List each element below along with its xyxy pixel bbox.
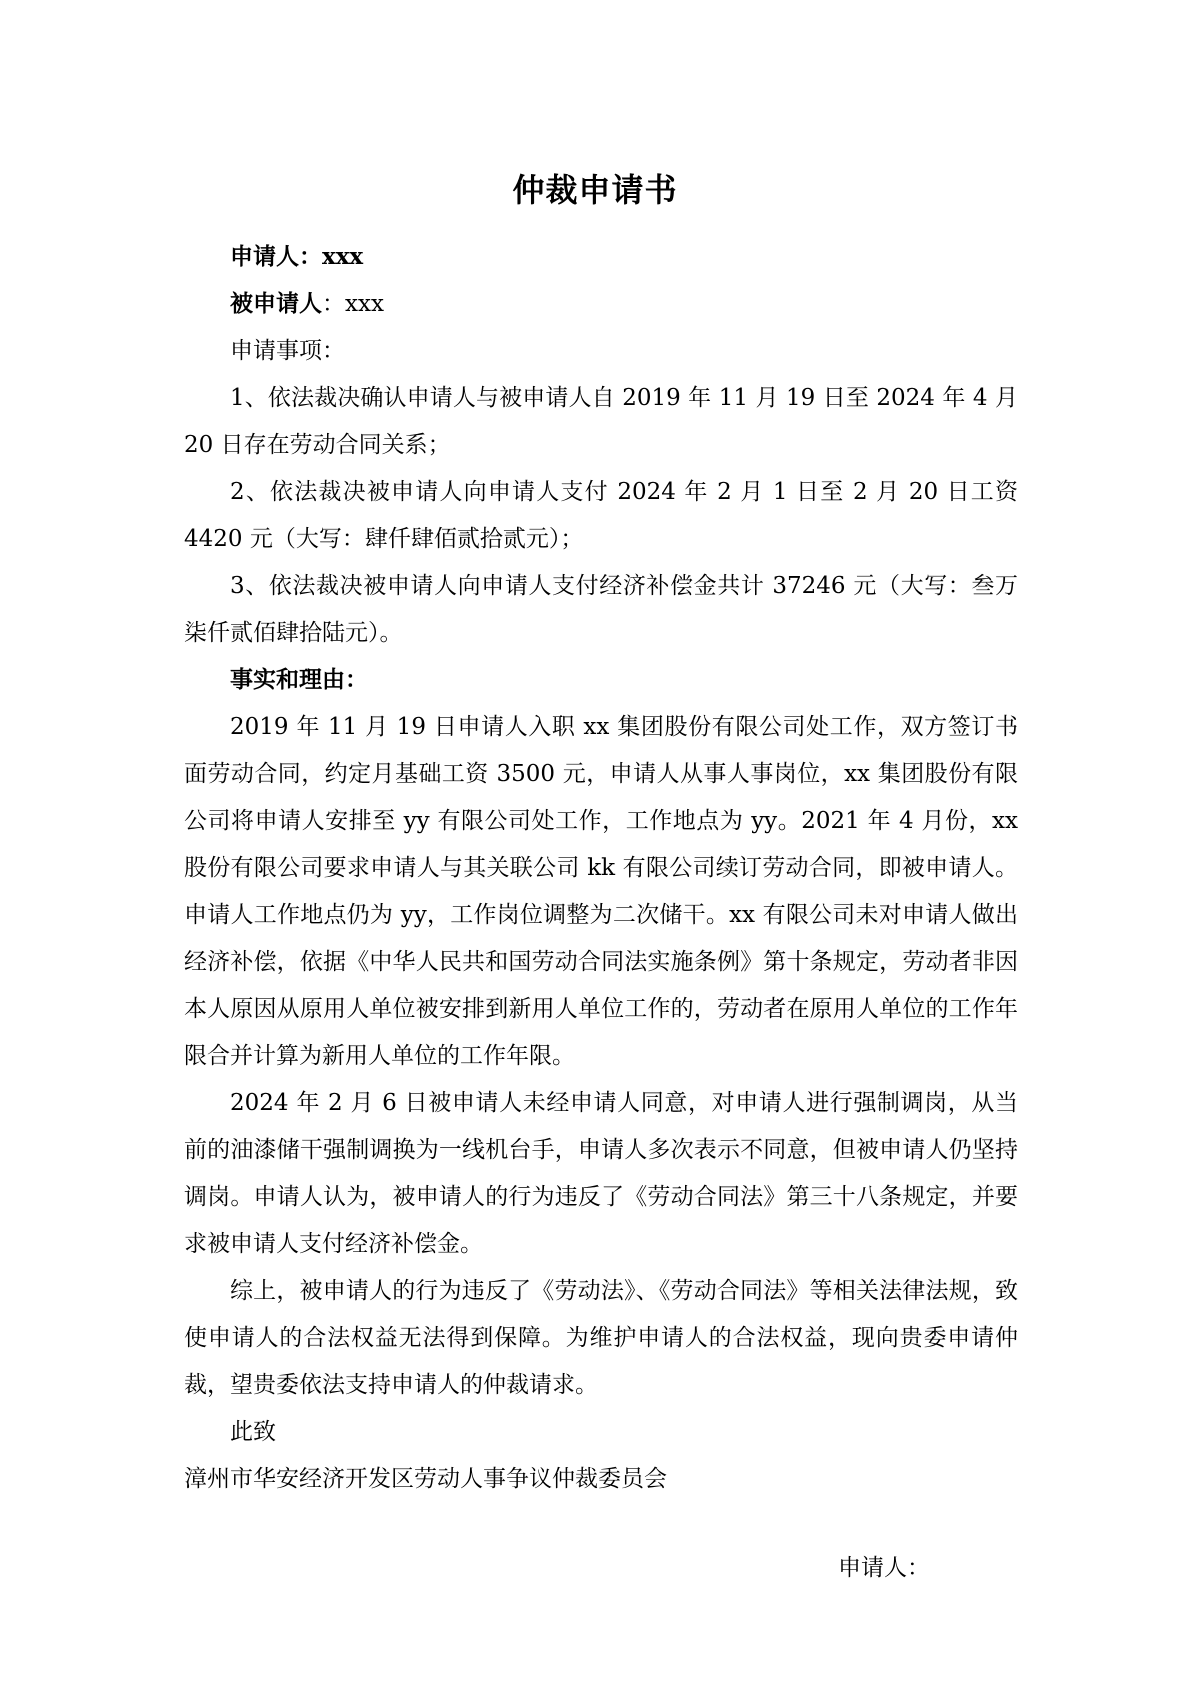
claim-item-3: 3、依法裁决被申请人向申请人支付经济补偿金共计 37246 元（大写：叁万柒仟贰佰肆拾陆元）。	[184, 573, 1018, 646]
document-title: 仲裁申请书	[512, 171, 678, 209]
claim-item-1: 1、依法裁决确认申请人与被申请人自 2019 年 11 月 19 日至 2024 年 4 月 20 日存在劳动合同关系；	[184, 385, 1018, 458]
facts-paragraph-2: 2024 年 2 月 6 日被申请人未经申请人同意，对申请人进行强制调岗，从当前的油漆储干强制调换为一线机台手，申请人多次表示不同意，但被申请人仍坚持调岗。申请人认为，被申请人的行为违反了《劳动合同法》第三十八条规定，并要求被申请人支付经济补偿金。	[184, 1090, 1018, 1257]
respondent-line	[184, 281, 1018, 328]
facts-paragraph-1: 2019 年 11 月 19 日申请人入职 xx 集团股份有限公司处工作，双方签订书面劳动合同，约定月基础工资 3500 元，申请人从事人事岗位，xx 集团股份有限公司将申请人安排至 yy 有限公司处工作，工作地点为 yy。2021 年 4 月份，xx 股份有限公司要求申请人与其关联公司 kk 有限公司续订劳动合同，即被申请人。申请人工作地点仍为 yy，工作岗位调整为二次储干。xx 有限公司未对申请人做出经济补偿，依据《中华人民共和国劳动合同法实施条例》第十条规定，劳动者非因本人原因从原用人单位被安排到新用人单位工作的，劳动者在原用人单位的工作年限合并计算为新用人单位的工作年限。	[184, 714, 1018, 1069]
claims-heading: 申请事项：	[230, 338, 345, 364]
respondent-colon: ：	[322, 291, 345, 317]
closing-salutation: 此致	[230, 1419, 276, 1445]
signature-label: 申请人：	[838, 1555, 930, 1581]
facts-heading: 事实和理由：	[230, 667, 368, 693]
respondent-label: 被申请人	[230, 291, 322, 317]
document-body	[184, 233, 1018, 1503]
respondent-value: xxx	[345, 291, 384, 317]
claim-item-2: 2、依法裁决被申请人向申请人支付 2024 年 2 月 1 日至 2 月 20 日工资 4420 元（大写：肆仟肆佰贰拾贰元）；	[184, 479, 1018, 552]
closing-recipient: 漳州市华安经济开发区劳动人事争议仲裁委员会	[184, 1466, 667, 1492]
applicant-value: xxx	[322, 243, 364, 270]
applicant-line	[184, 233, 1018, 281]
facts-paragraph-3: 综上，被申请人的行为违反了《劳动法》、《劳动合同法》等相关法律法规，致使申请人的合法权益无法得到保障。为维护申请人的合法权益，现向贵委申请仲裁，望贵委依法支持申请人的仲裁请求。	[184, 1278, 1018, 1398]
applicant-label: 申请人：	[230, 244, 322, 270]
